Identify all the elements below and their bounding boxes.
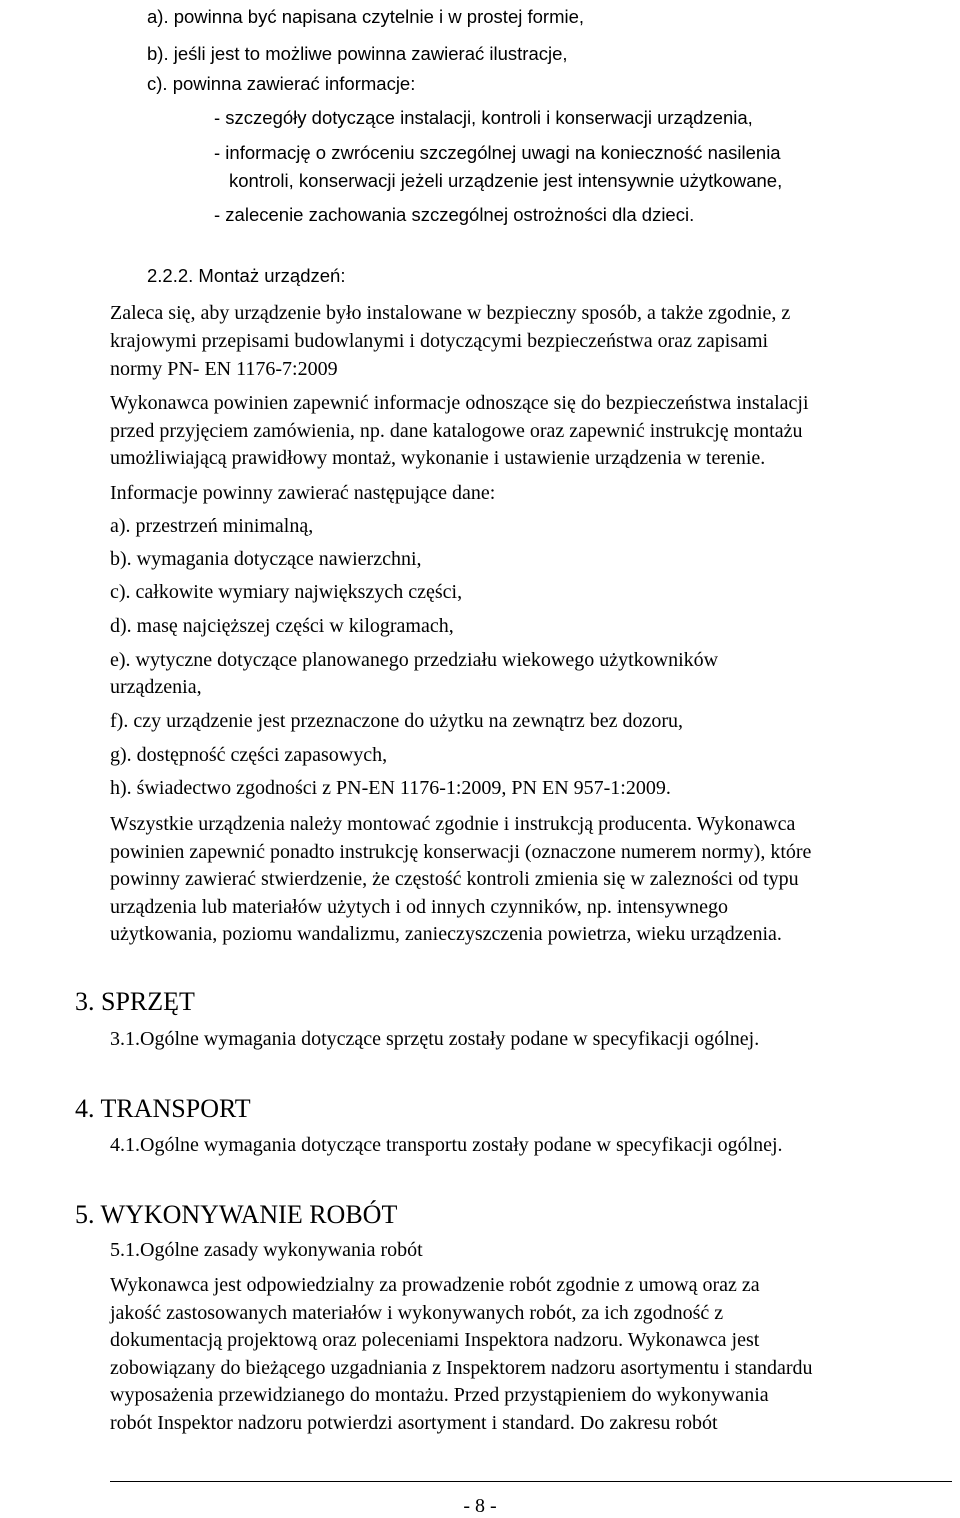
- section-heading-3: 3. SPRZĘT: [75, 987, 195, 1016]
- paragraph-line: urządzenia lub materiałów użytych i od innych czynników, np. intensywnego: [110, 896, 728, 918]
- list-item: a). przestrzeń minimalną,: [110, 515, 314, 537]
- list-item-a: a). powinna być napisana czytelnie i w prostej formie,: [147, 6, 585, 27]
- list-subitem: - informację o zwróceniu szczególnej uwagi na konieczność nasilenia: [214, 142, 781, 163]
- paragraph-line: robót Inspektor nadzoru potwierdzi asortyment i standard. Do zakresu robót: [110, 1412, 718, 1434]
- list-item-b: b). jeśli jest to możliwe powinna zawierać ilustracje,: [147, 43, 568, 64]
- list-item: e). wytyczne dotyczące planowanego przedziału wiekowego użytkowników: [110, 649, 719, 671]
- section-heading-222: 2.2.2. Montaż urządzeń:: [147, 265, 346, 286]
- subsection-line: 5.1.Ogólne zasady wykonywania robót: [110, 1239, 423, 1261]
- list-item: f). czy urządzenie jest przeznaczone do użytku na zewnątrz bez dozoru,: [110, 710, 684, 732]
- list-subitem: - szczegóły dotyczące instalacji, kontroli i konserwacji urządzenia,: [214, 107, 753, 128]
- paragraph-line: Wszystkie urządzenia należy montować zgodnie i instrukcją producenta. Wykonawca: [110, 813, 796, 835]
- page-number: - 8 -: [463, 1495, 497, 1517]
- section-heading-5: 5. WYKONYWANIE ROBÓT: [75, 1200, 398, 1229]
- paragraph-line: użytkowania, poziomu wandalizmu, zanieczyszczenia powietrza, wieku urządzenia.: [110, 923, 782, 945]
- paragraph-line: Wykonawca powinien zapewnić informacje odnoszące się do bezpieczeństwa instalacji: [110, 392, 809, 414]
- list-item: d). masę najcięższej części w kilogramach,: [110, 615, 454, 637]
- list-subitem: - zalecenie zachowania szczególnej ostrożności dla dzieci.: [214, 204, 695, 225]
- paragraph-line: przed przyjęciem zamówienia, np. dane katalogowe oraz zapewnić instrukcję montażu: [110, 420, 803, 442]
- footer-rule: [110, 1481, 952, 1482]
- paragraph-line: normy PN- EN 1176-7:2009: [110, 358, 338, 380]
- paragraph-line: powinien zapewnić ponadto instrukcję konserwacji (oznaczone numerem normy), które: [110, 841, 812, 863]
- paragraph-line: Zaleca się, aby urządzenie było instalowane w bezpieczny sposób, a także zgodnie, z: [110, 302, 791, 324]
- list-subitem: kontroli, konserwacji jeżeli urządzenie jest intensywnie użytkowane,: [229, 170, 783, 191]
- paragraph-line: zobowiązany do bieżącego uzgadniania z Inspektorem nadzoru asortymentu i standardu: [110, 1357, 813, 1379]
- list-item: b). wymagania dotyczące nawierzchni,: [110, 548, 422, 570]
- paragraph-line: jakość zastosowanych materiałów i wykonywanych robót, za ich zgodność z: [110, 1302, 724, 1324]
- list-item: h). świadectwo zgodności z PN-EN 1176-1:2009, PN EN 957-1:2009.: [110, 777, 671, 799]
- paragraph-line: Wykonawca jest odpowiedzialny za prowadzenie robót zgodnie z umową oraz za: [110, 1274, 760, 1296]
- list-item: c). całkowite wymiary największych części,: [110, 581, 463, 603]
- paragraph-line: krajowymi przepisami budowlanymi i dotyczącymi bezpieczeństwa oraz zapisami: [110, 330, 769, 352]
- paragraph-line: wyposażenia przewidzianego do montażu. Przed przystąpieniem do wykonywania: [110, 1384, 769, 1406]
- paragraph-line: dokumentacją projektową oraz poleceniami Inspektora nadzoru. Wykonawca jest: [110, 1329, 760, 1351]
- section-heading-4: 4. TRANSPORT: [75, 1094, 251, 1123]
- paragraph-line: umożliwiającą prawidłowy montaż, wykonanie i ustawienie urządzenia w terenie.: [110, 447, 766, 469]
- list-item-continuation: urządzenia,: [110, 676, 202, 698]
- list-item-c: c). powinna zawierać informacje:: [147, 73, 416, 94]
- paragraph-line: powinny zawierać stwierdzenie, że częstość kontroli zmienia się w zalezności od typu: [110, 868, 799, 890]
- subsection-line: 3.1.Ogólne wymagania dotyczące sprzętu zostały podane w specyfikacji ogólnej.: [110, 1028, 760, 1050]
- list-item: g). dostępność części zapasowych,: [110, 744, 388, 766]
- subsection-line: 4.1.Ogólne wymagania dotyczące transportu zostały podane w specyfikacji ogólnej.: [110, 1134, 783, 1156]
- list-intro: Informacje powinny zawierać następujące dane:: [110, 482, 496, 504]
